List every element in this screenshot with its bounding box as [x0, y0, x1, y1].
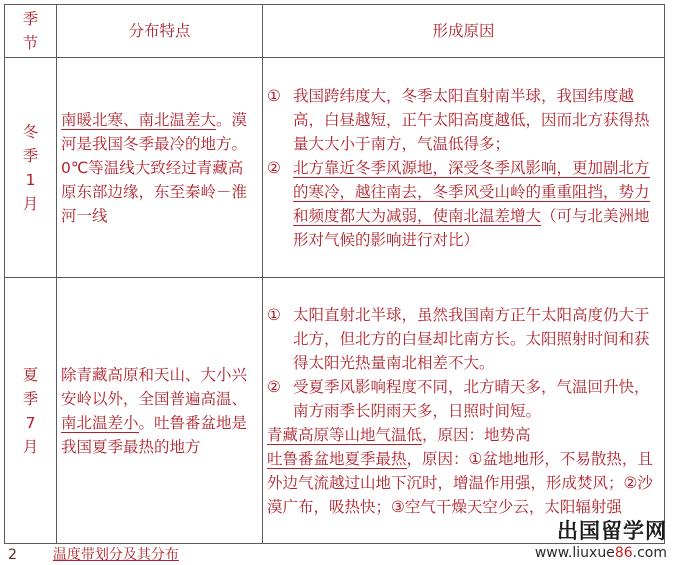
summer-features-text: 。吐鲁番盆地是我国夏季最热的地方 — [61, 413, 248, 456]
season-char: 1 — [25, 170, 36, 189]
cause-text: 受夏季风影响程度不同，北方晴天多，气温回升快，南方雨季长阴雨天多，日照时间短。 — [293, 377, 650, 420]
winter-features-highlight: 南暖北寒、南北温差大 — [61, 110, 217, 129]
summer-features — [57, 278, 263, 544]
cause-number: ② — [267, 377, 281, 396]
summer-cause-2 — [267, 375, 660, 423]
section-title: 温度带划分及其分布 — [52, 547, 179, 563]
season-char: 夏 — [22, 365, 39, 384]
summer-causes — [263, 278, 665, 544]
header-causes: 形成原因 — [263, 5, 665, 58]
winter-causes — [263, 58, 665, 278]
season-char: 季 — [22, 389, 39, 408]
extra-text: ，原因：地势高 — [422, 425, 531, 444]
season-char: 季 — [22, 146, 39, 165]
summer-cause-1 — [267, 303, 660, 375]
summer-features-highlight: 南北温差小 — [61, 413, 139, 432]
cause-number: ① — [267, 86, 281, 105]
site-watermark — [535, 515, 667, 561]
header-distribution: 分布特点 — [57, 5, 263, 58]
winter-features-text: 。漠河是我国冬季最冷的地方。0℃等温线大致经过青藏高原东部边缘，东至秦岭－淮河一线 — [61, 110, 248, 225]
winter-cause-1 — [267, 84, 660, 156]
summer-extra-1 — [267, 423, 660, 447]
cause-text: （可与北美洲地形对气候的影响进行对比） — [293, 206, 650, 249]
season-char: 月 — [22, 437, 39, 456]
watermark-url: www.liuxue86.com — [534, 545, 667, 561]
header-row — [5, 5, 665, 58]
extra-highlight: 吐鲁番盆地夏季最热 — [267, 449, 407, 468]
next-section-heading — [8, 544, 179, 564]
watermark-title: 出国留学网 — [557, 519, 667, 543]
winter-features — [57, 58, 263, 278]
cause-text: 我国跨纬度大，冬季太阳直射南半球，我国纬度越高，白昼越短，正午太阳高度越低，因而北方获得热量大大小于南方，气温低得多； — [293, 86, 650, 153]
section-number: 2 — [8, 547, 17, 563]
winter-row — [5, 58, 665, 278]
cause-number: ① — [267, 305, 281, 324]
season-char: 7 — [25, 413, 36, 432]
header-season-char: 节 — [22, 34, 39, 52]
header-season — [5, 5, 57, 58]
summer-row — [5, 278, 665, 544]
season-char: 月 — [22, 194, 39, 213]
cause-text: 太阳直射北半球，虽然我国南方正午太阳高度仍大于北方，但北方的白昼却比南方长。太阳照射时间和获得太阳光热量南北相差不大。 — [293, 305, 650, 372]
cause-text-highlight: 北方靠近冬季风源地，深受冬季风影响，更加剧北方的寒冷，越往南去，冬季风受山岭的重重阻挡，势力和频度都大为减弱，使南北温差增大 — [293, 158, 650, 225]
extra-text: ，原因：①盆地地形，不易散热，且外边气流越过山地下沉时，增温作用强，形成焚风；②沙漠广布，吸热快；③空气干燥天空少云，太阳辐射强 — [267, 449, 653, 516]
summer-extra-2 — [267, 447, 660, 519]
summer-season-cell — [5, 278, 57, 544]
climate-table — [4, 4, 665, 544]
header-season-char: 季 — [22, 10, 39, 28]
summer-features-text: 除青藏高原和天山、大小兴安岭以外，全国普遍高温、 — [61, 365, 248, 408]
season-char: 冬 — [22, 122, 39, 141]
winter-season-cell — [5, 58, 57, 278]
winter-cause-2 — [267, 156, 660, 252]
cause-number: ② — [267, 158, 281, 177]
extra-highlight: 青藏高原等山地气温低 — [267, 425, 423, 444]
